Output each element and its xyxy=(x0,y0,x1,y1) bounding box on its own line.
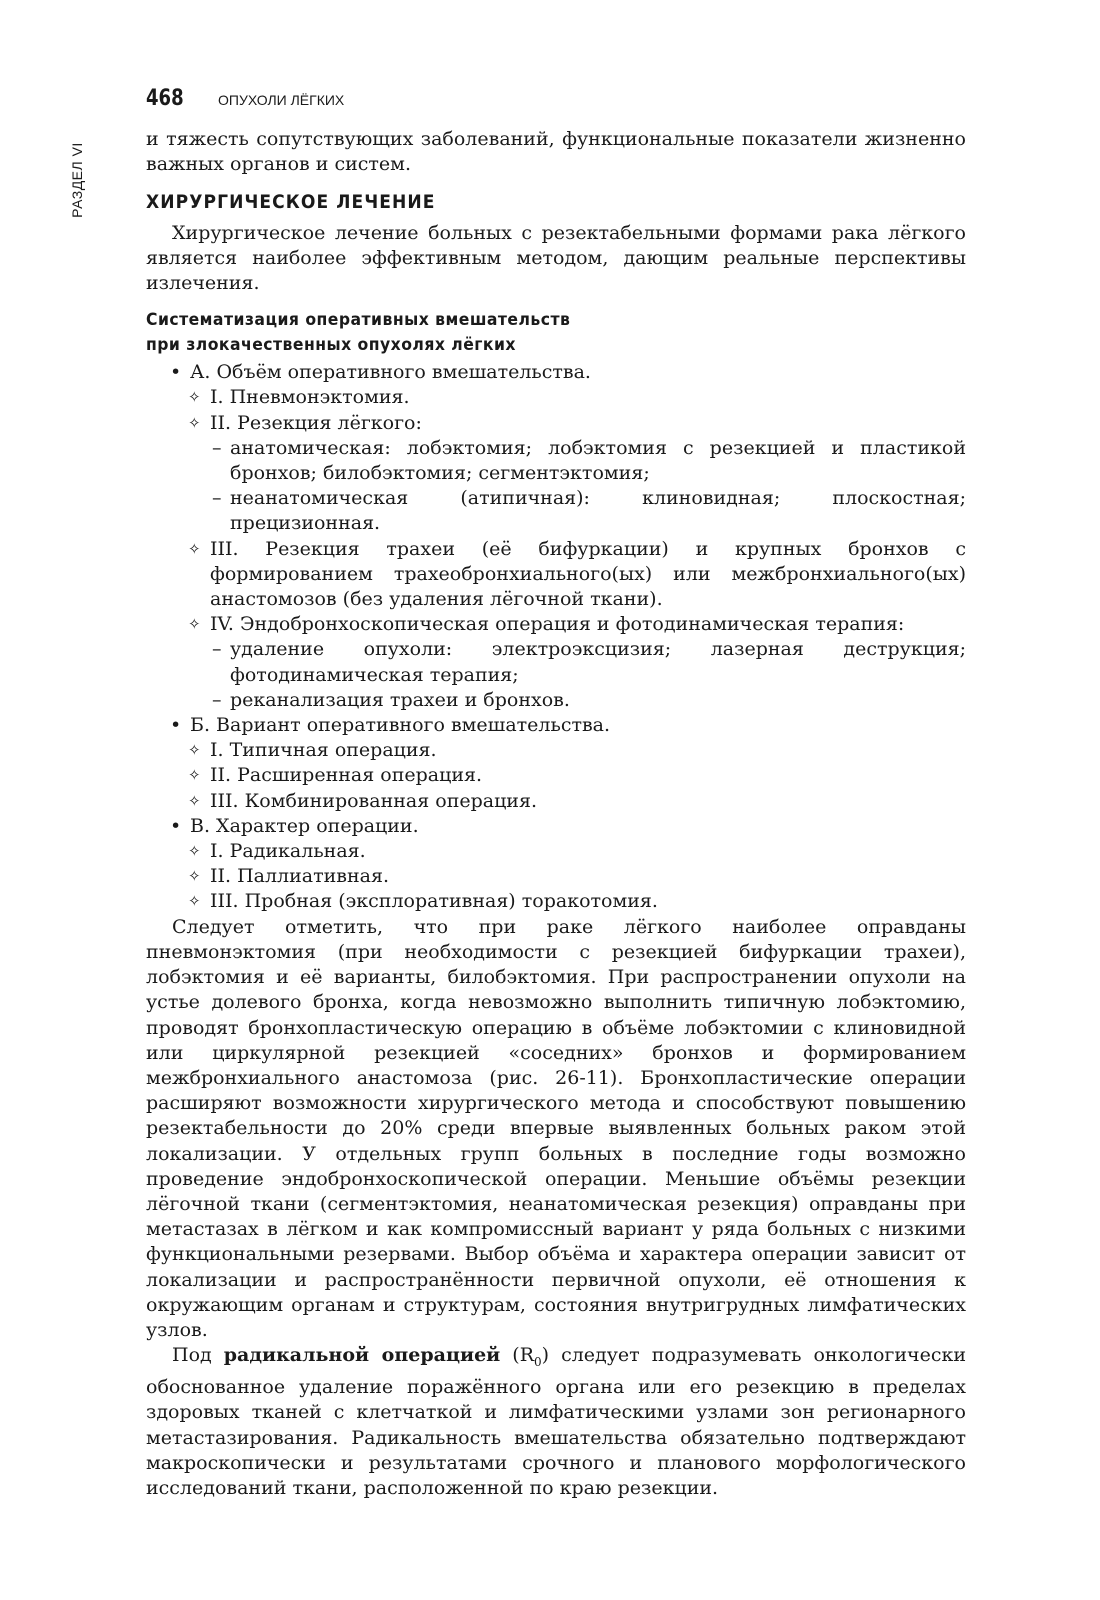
dash-marker: – xyxy=(212,436,222,459)
section-side-label xyxy=(62,135,92,225)
bold-term: радикальной операцией xyxy=(223,1344,501,1367)
diamond-marker: ✧ xyxy=(188,388,201,407)
list-item xyxy=(146,360,966,385)
paragraph-text: (R xyxy=(500,1344,535,1367)
subsection-heading xyxy=(146,308,900,358)
diamond-marker: ✧ xyxy=(188,766,201,785)
diamond-marker: ✧ xyxy=(188,539,201,558)
diamond-marker: ✧ xyxy=(188,741,201,760)
list-item xyxy=(146,385,966,410)
subsection-heading-line2: при злокачественных опухолях лёгких xyxy=(146,335,516,356)
diamond-marker: ✧ xyxy=(188,791,201,810)
paragraph-text: ) следует подразумевать онкологически обоснованное удаление поражённого органа или его резекцию в пределах здоровых тканей с клетчаткой и лимфатическими узлами зон регионарного метастазирования. Радикальность вмешательства обязательно подтверждают макроскопически и результатами срочного и планового морфологического исследований ткани, расположенной по краю резекции. xyxy=(146,1344,966,1499)
list-item-text: III. Комбинированная операция. xyxy=(210,789,537,812)
bullet-marker: • xyxy=(170,814,182,837)
list-item xyxy=(146,612,966,637)
dash-marker: – xyxy=(212,487,222,510)
list-item xyxy=(146,789,966,814)
list-item xyxy=(146,864,966,889)
section-label-text: РАЗДЕЛ VI xyxy=(69,142,86,218)
list-item xyxy=(146,738,966,763)
diamond-marker: ✧ xyxy=(188,615,201,634)
list-item xyxy=(146,889,966,914)
subscript: 0 xyxy=(534,1354,542,1369)
list-item-text: неанатомическая (атипичная): клиновидная; плоскостная; прецизионная. xyxy=(230,487,966,535)
running-head: ОПУХОЛИ ЛЁГКИХ xyxy=(218,92,345,108)
intro-continuation: и тяжесть сопутствующих заболеваний, функциональные показатели жизненно важных органов и систем. xyxy=(146,128,966,176)
diamond-marker: ✧ xyxy=(188,413,201,432)
list-item-text: II. Расширенная операция. xyxy=(210,764,483,787)
list-item xyxy=(146,637,966,687)
list-item xyxy=(146,436,966,486)
page-body xyxy=(146,127,966,1501)
list-item xyxy=(146,713,966,738)
list-item xyxy=(146,688,966,713)
body-paragraph: Следует отметить, что при раке лёгкого наиболее оправданы пневмонэктомия (при необходимости с резекцией бифуркации трахеи), лобэктомия и её варианты, билобэктомия. При распространении опухоли на устье долевого бронха, когда невозможно выполнить типичную лобэктомию, проводят бронхопластическую операцию в объёме лобэктомии с клиновидной или циркулярной резекцией «соседних» бронхов и формированием межбронхиального анастомоза (рис. 26-11). Бронхопластические операции расширяют возможности хирургического метода и способствуют повышению резектабельности до 20% среди впервые выявленных больных раком этой локализации. У отдельных групп больных в последние годы возможно проведение эндобронхоскопической операции. Меньшие объёмы резекции лёгочной ткани (сегментэктомия, неанатомическая резекция) оправданы при метастазах в лёгком и как компромиссный вариант у ряда больных с низкими функциональными резервами. Выбор объёма и характера операции зависит от локализации и распространённости первичной опухоли, её отношения к окружающим органам и структурам, состояния внутригрудных лимфатических узлов. xyxy=(146,915,966,1341)
list-item xyxy=(146,486,966,536)
diamond-marker: ✧ xyxy=(188,892,201,911)
list-item-text: Б. Вариант оперативного вмешательства. xyxy=(190,714,611,737)
diamond-marker: ✧ xyxy=(188,842,201,861)
paragraph-text: Под xyxy=(172,1344,224,1367)
list-item-text: удаление опухоли: электроэксцизия; лазерная деструкция; фотодинамическая терапия; xyxy=(230,638,966,686)
classification-list xyxy=(146,360,966,914)
list-item xyxy=(146,411,966,436)
list-item-text: II. Резекция лёгкого: xyxy=(210,411,422,434)
bullet-marker: • xyxy=(170,361,182,384)
page-number: 468 xyxy=(146,86,184,111)
list-item xyxy=(146,537,966,613)
page-header xyxy=(146,86,344,111)
list-item-text: I. Типичная операция. xyxy=(210,739,437,762)
list-item xyxy=(146,839,966,864)
list-item-text: III. Резекция трахеи (её бифуркации) и крупных бронхов с формированием трахеобронхиального(ых) или межбронхиального(ых) анастомозов (без удаления лёгочной ткани). xyxy=(210,537,966,611)
list-item-text: IV. Эндобронхоскопическая операция и фотодинамическая терапия: xyxy=(210,613,905,636)
list-item-text: А. Объём оперативного вмешательства. xyxy=(190,361,591,384)
bullet-marker: • xyxy=(170,714,182,737)
radical-operation-paragraph xyxy=(146,1343,966,1501)
diamond-marker: ✧ xyxy=(188,867,201,886)
list-item-text: I. Пневмонэктомия. xyxy=(210,386,410,409)
list-item xyxy=(146,763,966,788)
list-item-text: реканализация трахеи и бронхов. xyxy=(230,688,570,711)
subsection-heading-line1: Систематизация оперативных вмешательств xyxy=(146,310,571,331)
dash-marker: – xyxy=(212,638,222,661)
section-paragraph: Хирургическое лечение больных с резектабельными формами рака лёгкого является наиболее эффективным методом, дающим реальные перспективы излечения. xyxy=(146,221,966,295)
list-item-text: анатомическая: лобэктомия; лобэктомия с резекцией и пластикой бронхов; билобэктомия; сегментэктомия; xyxy=(230,436,966,485)
section-heading: ХИРУРГИЧЕСКОЕ ЛЕЧЕНИЕ xyxy=(146,191,436,214)
dash-marker: – xyxy=(212,688,222,711)
list-item-text: I. Радикальная. xyxy=(210,840,366,863)
list-item-text: В. Характер операции. xyxy=(190,814,419,837)
list-item-text: III. Пробная (эксплоративная) торакотомия. xyxy=(210,890,658,913)
list-item-text: II. Паллиативная. xyxy=(210,865,390,888)
list-item xyxy=(146,814,966,839)
